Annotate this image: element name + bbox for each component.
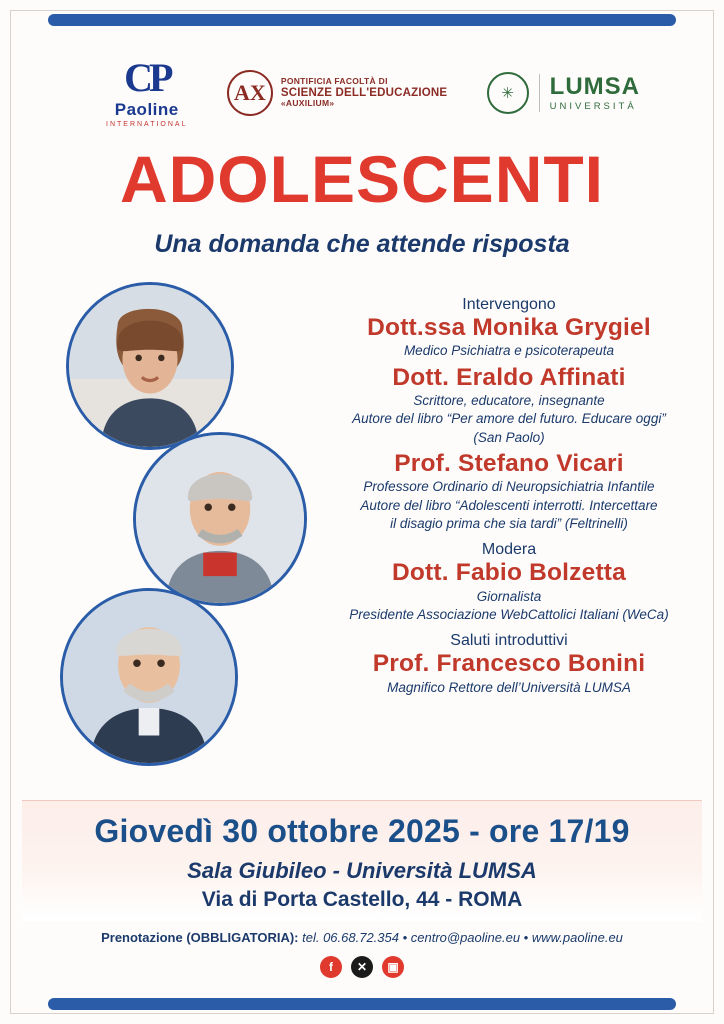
- logo-lumsa: [487, 72, 640, 114]
- logo-faculty: [227, 70, 447, 116]
- booking-details: tel. 06.68.72.354 • centro@paoline.eu • www.paoline.eu: [298, 930, 623, 945]
- logo-divider: [539, 74, 540, 112]
- bottom-decorative-bar: [48, 998, 676, 1010]
- speaker-3-name: Prof. Stefano Vicari: [394, 449, 624, 477]
- moderator-role-2: Presidente Associazione WebCattolici Italiani (WeCa): [349, 606, 669, 622]
- lumsa-name: LUMSA: [549, 73, 640, 101]
- page-subtitle: Una domanda che attende risposta: [154, 230, 570, 258]
- social-links: [0, 956, 724, 978]
- event-address: Via di Porta Castello, 44 - ROMA: [201, 888, 523, 911]
- lumsa-seal-icon: ✳: [487, 72, 529, 114]
- speaker-3-role-1: Professore Ordinario di Neuropsichiatria Infantile: [363, 479, 655, 495]
- avatar-speaker-1: [66, 282, 234, 450]
- event-date: Giovedì 30 ottobre 2025 - ore 17/19: [94, 813, 630, 849]
- booking-label: Prenotazione (OBBLIGATORIA):: [101, 930, 299, 945]
- avatar-speaker-2: [133, 432, 307, 606]
- paoline-name: Paoline: [114, 100, 179, 119]
- speaker-2: [320, 365, 698, 446]
- facebook-icon[interactable]: f: [320, 956, 342, 978]
- moderator: [320, 560, 698, 623]
- speaker-3: [320, 451, 698, 532]
- speaker-3-role-3: il disagio prima che sia tardi” (Feltrinelli): [390, 515, 628, 531]
- page-title: ADOLESCENTI: [119, 142, 605, 216]
- paoline-monogram-icon: CP: [124, 55, 170, 100]
- x-twitter-icon[interactable]: ✕: [351, 956, 373, 978]
- auxilium-seal-icon: AX: [227, 70, 273, 116]
- speakers-block: [320, 296, 698, 696]
- speakers-intro-label: Intervengono: [462, 296, 556, 313]
- lumsa-subtitle: UNIVERSITÀ: [549, 100, 637, 112]
- greeter: [320, 651, 698, 696]
- event-details-block: [22, 800, 702, 921]
- speaker-2-role-2: Autore del libro “Per amore del futuro. Educare oggi”: [352, 411, 666, 427]
- speaker-1: [320, 315, 698, 360]
- greeter-role-1: Magnifico Rettore dell’Università LUMSA: [387, 679, 631, 695]
- top-decorative-bar: [48, 14, 676, 26]
- greetings-label: Saluti introduttivi: [450, 632, 568, 650]
- moderator-role-1: Giornalista: [476, 588, 542, 604]
- paoline-subtitle: INTERNATIONAL: [106, 121, 188, 128]
- faculty-line3: «AUXILIUM»: [280, 98, 335, 109]
- instagram-icon[interactable]: ▣: [382, 956, 404, 978]
- speaker-3-role-2: Autore del libro “Adolescenti interrotti. Intercettare: [360, 497, 658, 513]
- speaker-2-role-3: (San Paolo): [473, 429, 545, 445]
- moderator-label: Modera: [481, 541, 537, 559]
- booking-info: [0, 930, 724, 945]
- faculty-line1: PONTIFICIA FACOLTÀ DI: [280, 76, 388, 87]
- speaker-2-name: Dott. Eraldo Affinati: [392, 363, 626, 391]
- greeter-name: Prof. Francesco Bonini: [372, 650, 646, 678]
- speaker-2-role-1: Scrittore, educatore, insegnante: [413, 393, 605, 409]
- logo-row: [48, 54, 676, 132]
- avatar-speaker-3: [60, 588, 238, 766]
- event-venue: Sala Giubileo - Università LUMSA: [187, 858, 537, 883]
- speaker-1-name: Dott.ssa Monika Grygiel: [367, 314, 651, 341]
- speaker-1-role-1: Medico Psichiatra e psicoterapeuta: [403, 343, 615, 359]
- moderator-name: Dott. Fabio Bolzetta: [391, 559, 626, 587]
- logo-paoline: [106, 55, 188, 128]
- faculty-line2: SCIENZE DELL'EDUCAZIONE: [280, 86, 448, 99]
